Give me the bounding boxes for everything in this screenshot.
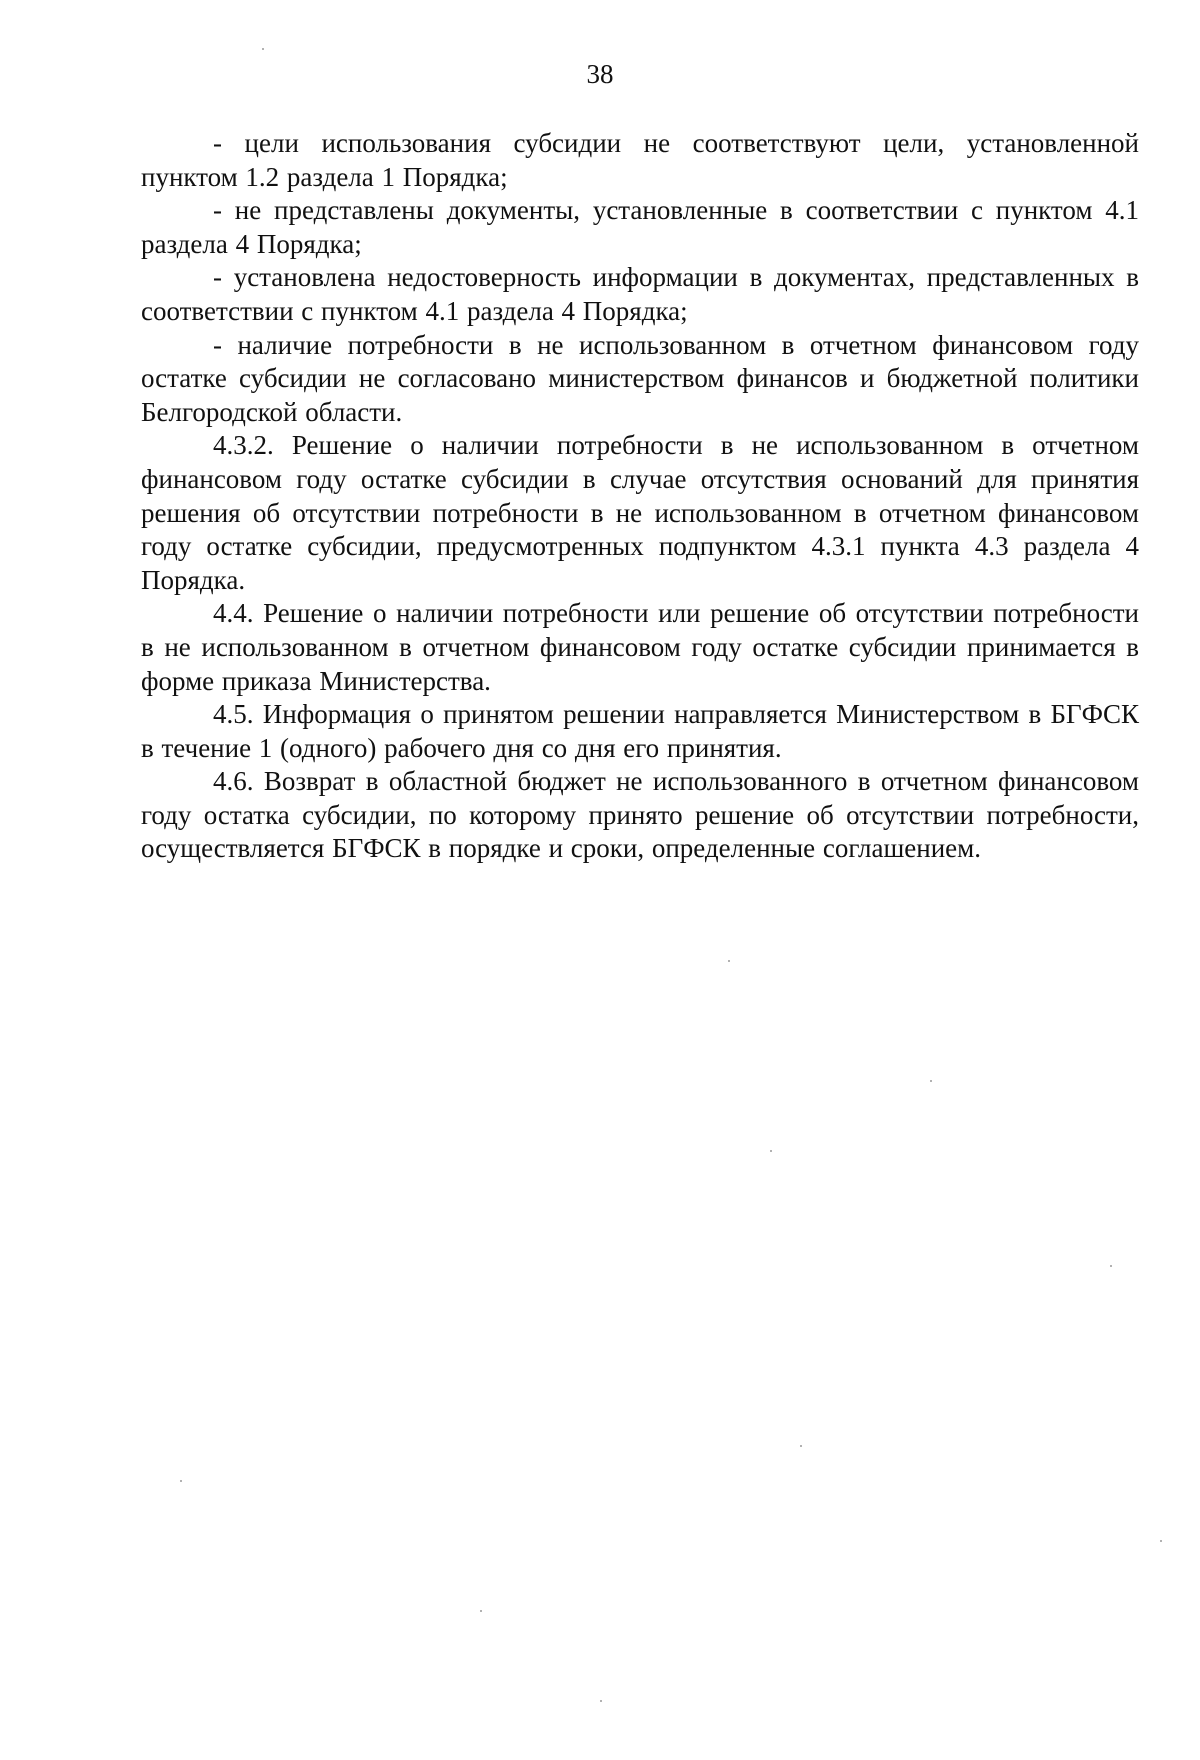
scan-speck	[930, 1080, 932, 1082]
scan-speck	[600, 1700, 602, 1702]
paragraph-not-agreed: - наличие потребности в не использованном в отчетном финансовом году остатке субсидии не согласовано министерством финансов и бюджетной политики Белгородской области.	[141, 329, 1139, 427]
scan-speck	[728, 960, 730, 962]
scan-speck	[480, 1610, 482, 1612]
scan-speck	[180, 1480, 182, 1482]
paragraph-4-5: 4.5. Информация о принятом решении направляется Министерством в БГФСК в течение 1 (одного) рабочего дня со дня его принятия.	[141, 699, 1139, 763]
paragraph-4-4: 4.4. Решение о наличии потребности или решение об отсутствии потребности в не использованном в отчетном финансовом году остатке субсидии принимается в форме приказа Министерства.	[141, 598, 1139, 696]
paragraph-documents-missing: - не представлены документы, установленные в соответствии с пунктом 4.1 раздела 4 Порядка;	[141, 195, 1139, 259]
scan-speck	[770, 1150, 772, 1152]
scan-speck	[1110, 1265, 1112, 1267]
paragraph-4-6: 4.6. Возврат в областной бюджет не использованного в отчетном финансовом году остатка субсидии, по которому принято решение об отсутствии потребности, осуществляется БГФСК в порядке и сроки, определенные соглашением.	[141, 766, 1139, 864]
scan-speck	[1160, 1540, 1162, 1542]
document-body	[141, 127, 1139, 866]
scan-speck	[262, 48, 264, 50]
paragraph-purpose-mismatch: - цели использования субсидии не соответствуют цели, установленной пунктом 1.2 раздела 1 Порядка;	[141, 128, 1139, 192]
scan-speck	[800, 1445, 802, 1447]
paragraph-4-3-2: 4.3.2. Решение о наличии потребности в не использованном в отчетном финансовом году остатке субсидии в случае отсутствия оснований для принятия решения об отсутствии потребности в не использованном в отчетном финансовом году остатке субсидии, предусмотренных подпунктом 4.3.1 пункта 4.3 раздела 4 Порядка.	[141, 430, 1139, 595]
page-number: 38	[586, 59, 614, 89]
paragraph-unreliable-info: - установлена недостоверность информации в документах, представленных в соответствии с пунктом 4.1 раздела 4 Порядка;	[141, 262, 1139, 326]
